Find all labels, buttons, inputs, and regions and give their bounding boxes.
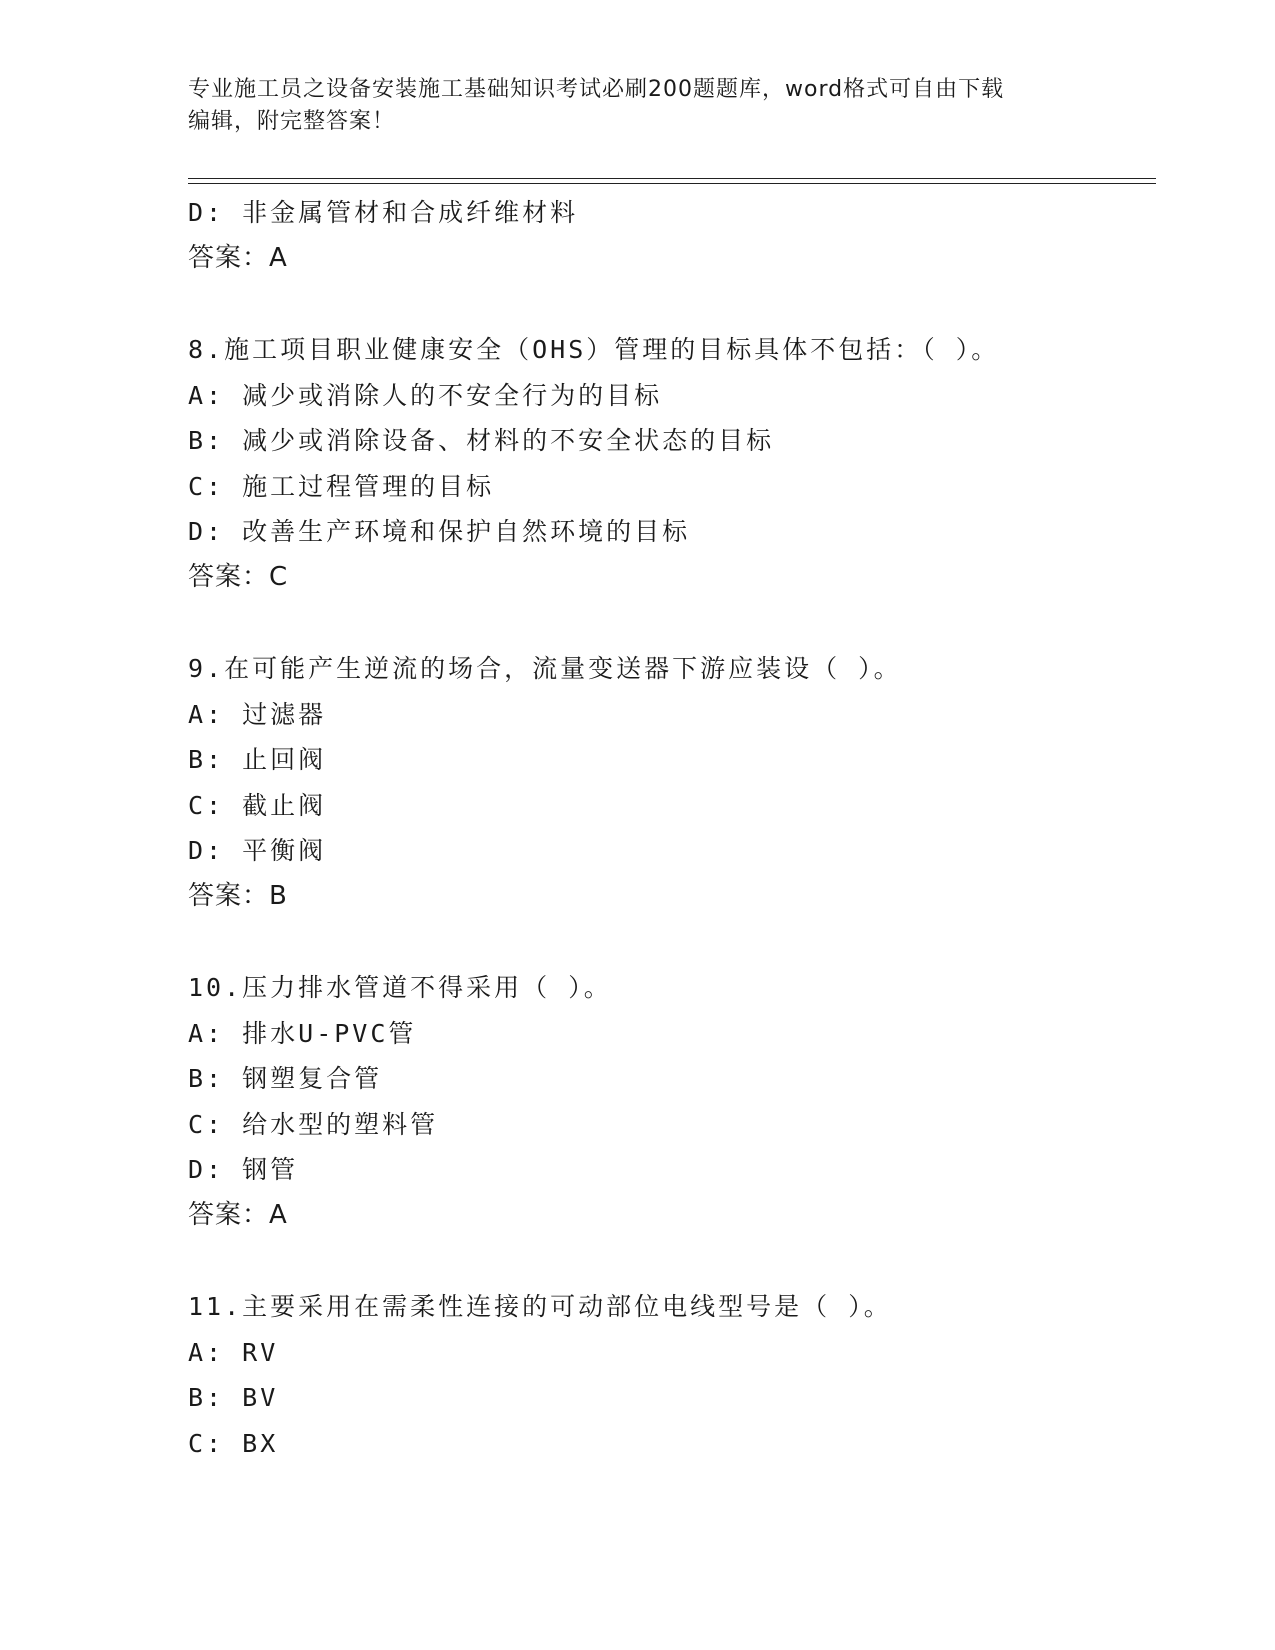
question-stem: 9.在可能产生逆流的场合，流量变送器下游应装设（ ）。: [188, 654, 902, 683]
question-list: [188, 190, 1156, 1466]
option-b: B: BV: [188, 1383, 279, 1412]
answer: 答案：A: [188, 1199, 288, 1230]
option-a: A: 排水U-PVC管: [188, 1018, 417, 1048]
option-a: A: RV: [188, 1337, 279, 1367]
option-d: D: 非金属管材和合成纤维材料: [188, 198, 579, 227]
answer: 答案：C: [188, 561, 289, 592]
question-11: [188, 1284, 1156, 1466]
option-d: D: 改善生产环境和保护自然环境的目标: [188, 517, 691, 546]
option-d: D: 钢管: [188, 1155, 299, 1184]
answer: 答案：B: [188, 880, 288, 911]
question-7-tail: [188, 190, 1156, 281]
question-stem: 8.施工项目职业健康安全（OHS）管理的目标具体不包括：（ ）。: [188, 335, 1000, 364]
option-c: C: 截止阀: [188, 790, 327, 820]
option-c: C: BX: [188, 1428, 279, 1458]
option-a: A: 过滤器: [188, 699, 327, 729]
option-b: B: 止回阀: [188, 745, 327, 774]
question-stem: 10.压力排水管道不得采用（ ）。: [188, 973, 612, 1002]
option-c: C: 给水型的塑料管: [188, 1109, 439, 1139]
question-10: [188, 965, 1156, 1238]
option-a: A: 减少或消除人的不安全行为的目标: [188, 380, 663, 410]
question-stem: 11.主要采用在需柔性连接的可动部位电线型号是（ ）。: [188, 1292, 892, 1321]
option-b: B: 钢塑复合管: [188, 1064, 383, 1093]
header-title-line-2: 编辑，附完整答案！: [188, 109, 396, 134]
answer: 答案：A: [188, 242, 288, 273]
document-header: [188, 74, 1068, 138]
question-8: [188, 327, 1156, 600]
question-9: [188, 646, 1156, 919]
header-divider-bottom: [188, 183, 1156, 184]
header-divider-top: [188, 178, 1156, 179]
option-c: C: 施工过程管理的目标: [188, 471, 495, 501]
header-title-line-1: 专业施工员之设备安装施工基础知识考试必刷200题题库，word格式可自由下载: [188, 77, 1005, 102]
option-b: B: 减少或消除设备、材料的不安全状态的目标: [188, 426, 775, 455]
option-d: D: 平衡阀: [188, 836, 327, 865]
